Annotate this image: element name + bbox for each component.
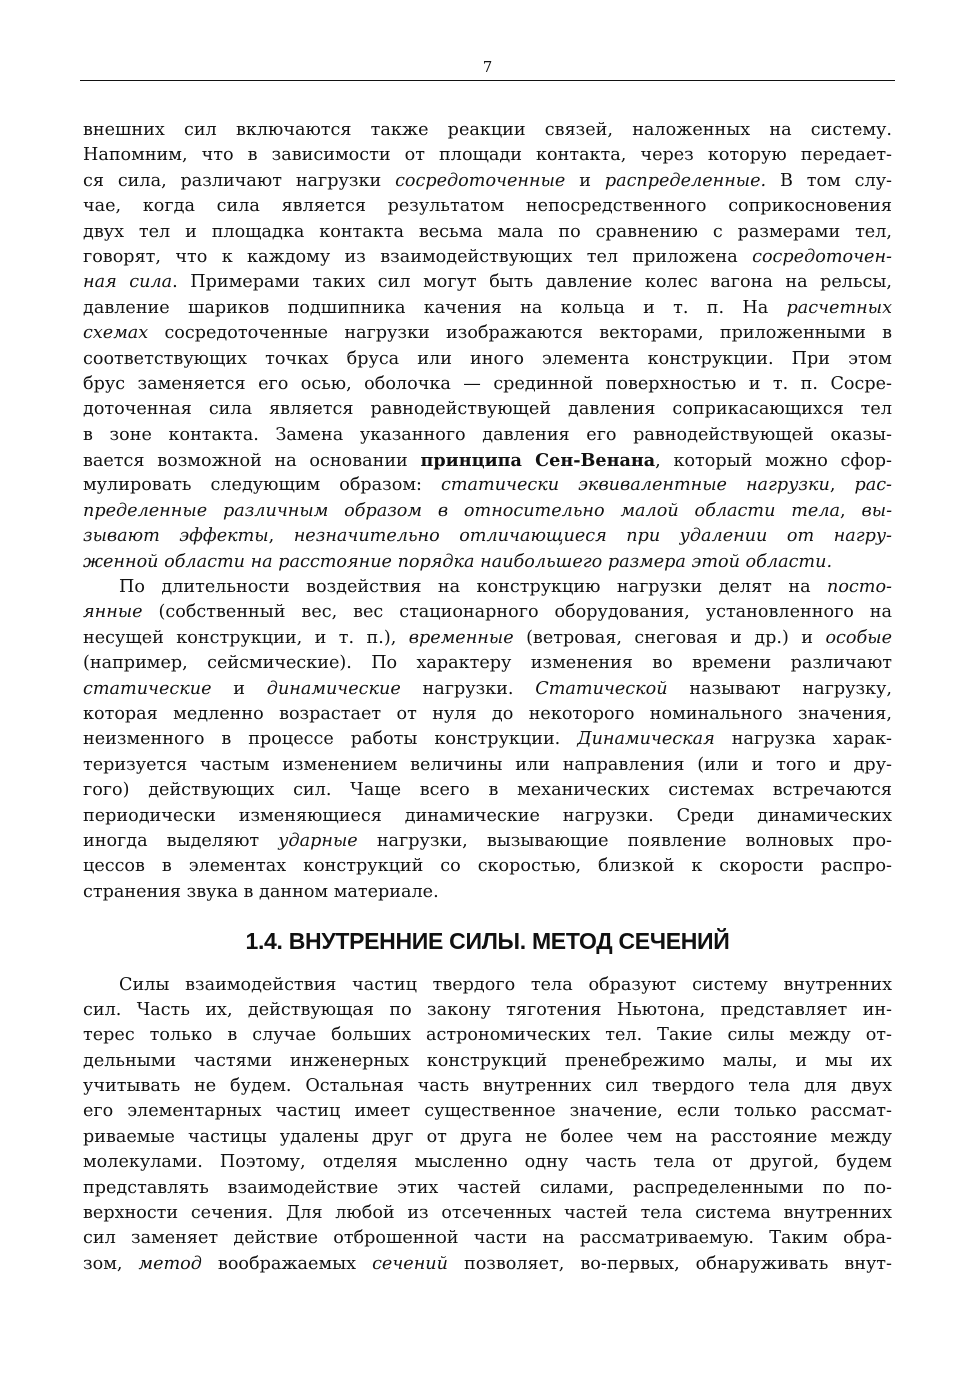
text-line [83, 829, 892, 854]
text-line [83, 220, 892, 245]
text-run: В том слу- [766, 170, 892, 191]
text-run: и [565, 170, 605, 191]
section-heading: 1.4. ВНУТРЕННИЕ СИЛЫ. МЕТОД СЕЧЕНИЙ [245, 928, 730, 955]
text-line [83, 1125, 892, 1150]
text-line [83, 245, 892, 270]
text-run: неизменного в процессе работы конструкции. [83, 729, 578, 750]
text-line [83, 1099, 892, 1124]
text-run: молекулами. Поэтому, отделяя мысленно одну часть тела от другой, будем [83, 1152, 892, 1173]
text-run: иногда выделяют [83, 830, 279, 851]
text-run: нагрузки, вызывающие появление волновых про- [357, 830, 892, 851]
italic-text: незначительно отличающиеся при удалении от нагру- [293, 526, 893, 547]
italic-text: особые [825, 627, 892, 648]
text-run: и [211, 678, 267, 699]
text-run: говорят, что к каждому из взаимодействующих тел приложена [83, 246, 753, 267]
text-line [83, 524, 892, 549]
text-line [83, 753, 892, 778]
text-run: странения звука в данном материале. [83, 881, 439, 902]
text-line [83, 1150, 892, 1175]
text-line [83, 626, 892, 651]
text-line [83, 600, 892, 625]
text-run: мулировать следующим образом: [83, 475, 441, 496]
text-line [83, 550, 892, 575]
italic-text: Динамическая [577, 729, 715, 750]
text-run: нагрузки. [400, 678, 536, 699]
text-line [83, 118, 892, 143]
text-run: гого) действующих сил. Чаще всего в механических системах встречаются [83, 780, 892, 801]
text-run: риваемые частицы удалены друг от друга не более чем на расстояние между [83, 1126, 892, 1147]
text-line [83, 321, 892, 346]
text-line [83, 1226, 892, 1251]
text-line [83, 1252, 892, 1277]
text-run: брус заменяется его осью, оболочка — срединной поверхностью и т. п. Сосре- [83, 373, 892, 394]
text-run: теризуется частым изменением величины или направления (или и того и дру- [83, 754, 892, 775]
text-line [83, 194, 892, 219]
text-run: (например, сейсмические). По характеру изменения во времени различают [83, 653, 892, 674]
text-run: представлять взаимодействие этих частей силами, распределенными по по- [83, 1177, 892, 1198]
italic-text: Статической [535, 678, 668, 699]
text-line [83, 804, 892, 829]
italic-text: динамические [266, 678, 401, 699]
text-run: нагрузка харак- [714, 729, 893, 750]
page-number: 7 [482, 58, 493, 76]
text-line [83, 372, 892, 397]
text-run: зом, [83, 1253, 139, 1274]
bold-text: принципа Сен-Венана [420, 450, 656, 472]
paragraph [83, 118, 892, 575]
text-run: внешних сил включаются также реакции связей, наложенных на систему. [83, 120, 892, 140]
text-line [83, 1074, 892, 1099]
text-run: Напомним, что в зависимости от площади контакта, через которую передает- [83, 145, 892, 166]
text-line [83, 1023, 892, 1048]
text-run: ся сила, различают нагрузки [83, 170, 396, 191]
text-run: несущей конструкции, и т. п.), [83, 627, 409, 648]
text-line [83, 143, 892, 168]
paragraph [83, 575, 892, 905]
italic-text: сосредоточен- [752, 246, 892, 267]
text-line [83, 854, 892, 879]
text-line [83, 423, 892, 448]
text-line [83, 499, 892, 524]
text-run: воображаемых [201, 1253, 373, 1274]
italic-text: расчетных [786, 297, 892, 318]
italic-text: посто- [827, 577, 892, 598]
text-run: дельными частями инженерных конструкций пренебрежимо малы, и мы их [83, 1050, 892, 1071]
italic-text: вы- [861, 500, 893, 521]
text-line [83, 651, 892, 676]
text-line [83, 1201, 892, 1226]
text-line [83, 169, 892, 194]
text-run: сосредоточенные нагрузки изображаются векторами, приложенными в [148, 323, 892, 344]
italic-text: женной области на расстояние порядка наибольшего размера этой области. [83, 551, 833, 572]
text-run: позволяет, во-первых, обнаруживать внут- [447, 1253, 892, 1274]
text-run: чае, когда сила является результатом непосредственного соприкосновения [83, 196, 892, 217]
italic-text: зывают эффекты [83, 526, 269, 547]
text-run: терес только в случае больших астрономических тел. Такие силы между от- [83, 1025, 892, 1046]
text-run: двух тел и площадка контакта весьма мала по сравнению с размерами тел, [83, 221, 892, 242]
text-run: (ветровая, снеговая и др.) и [513, 627, 826, 648]
text-run: которая медленно возрастает от нуля до некоторого номинального значения, [83, 703, 892, 724]
text-run: сил заменяет действие отброшенной части на рассматриваемую. Таким обра- [83, 1228, 892, 1249]
italic-text: рас- [854, 475, 893, 496]
page-body [83, 118, 892, 1277]
italic-text: янные [83, 602, 143, 623]
text-run: сил. Часть их, действующая по закону тяготения Ньютона, представляет ин- [83, 999, 892, 1020]
italic-text: метод [138, 1253, 202, 1274]
text-line [83, 677, 892, 702]
italic-text: сечений [372, 1253, 448, 1274]
text-run: давление шариков подшипника качения на кольца и т. п. На [83, 297, 787, 318]
text-run: в зоне контакта. Замена указанного давления его равнодействующей оказы- [83, 424, 892, 445]
text-line [83, 296, 892, 321]
text-line [83, 702, 892, 727]
italic-text: временные [408, 627, 514, 648]
text-run: . Примерами таких сил могут быть давление колес вагона на рельсы, [172, 272, 892, 293]
italic-text: статические [83, 678, 212, 699]
italic-text: ная сила [83, 272, 173, 293]
italic-text: пределенные различным образом в относительно малой области тела [83, 500, 841, 521]
text-line [83, 880, 892, 905]
text-run: называют нагрузку, [667, 678, 892, 699]
text-run: вается возможной на основании [83, 451, 421, 472]
text-line [83, 973, 892, 998]
text-line [83, 1176, 892, 1201]
text-run: , [840, 500, 862, 521]
text-run: доточенная сила является равнодействующей давления соприкасающихся тел [83, 399, 892, 420]
text-line [83, 998, 892, 1023]
text-line [83, 347, 892, 372]
italic-text: статически эквивалентные нагрузки [440, 475, 830, 496]
text-run: , [268, 526, 294, 547]
italic-text: распределенные. [604, 170, 767, 191]
text-run: верхности сечения. Для любой из отсеченных частей тела система внутренних [83, 1203, 892, 1224]
text-line [83, 397, 892, 422]
text-run: учитывать не будем. Остальная часть внутренних сил твердого тела для двух [83, 1076, 892, 1097]
paragraph [83, 973, 892, 1278]
text-run: Силы взаимодействия частиц твердого тела образуют систему внутренних [119, 974, 892, 995]
text-line [83, 575, 892, 600]
text-run: соответствующих точках бруса или иного элемента конструкции. При этом [83, 348, 892, 369]
text-run: (собственный вес, вес стационарного оборудования, установленного на [142, 602, 892, 623]
text-line [83, 473, 892, 498]
text-run: , [829, 475, 855, 496]
text-run: , который можно сфор- [655, 451, 892, 472]
header-rule [80, 80, 895, 81]
italic-text: схемах [83, 323, 149, 344]
text-line [83, 727, 892, 752]
text-run: По длительности воздействия на конструкцию нагрузки делят на [119, 577, 827, 598]
text-line [83, 448, 892, 473]
text-line [83, 1049, 892, 1074]
text-line [83, 270, 892, 295]
italic-text: сосредоточенные [395, 170, 566, 191]
italic-text: ударные [278, 830, 358, 851]
text-run: его элементарных частиц имеет существенное значение, если только рассмат- [83, 1101, 892, 1122]
text-run: периодически изменяющиеся динамические нагрузки. Среди динамических [83, 805, 892, 826]
text-line [83, 778, 892, 803]
text-run: цессов в элементах конструкций со скоростью, близкой к скорости распро- [83, 856, 892, 877]
